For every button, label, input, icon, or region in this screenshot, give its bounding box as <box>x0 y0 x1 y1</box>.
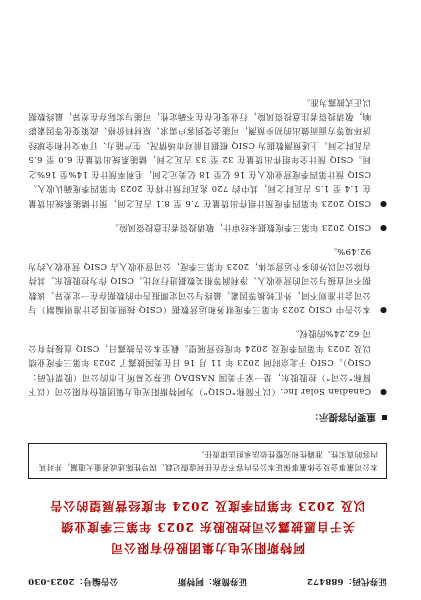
header-line <box>28 576 387 588</box>
announcement-number: 公告编号：2023-030 <box>28 576 119 586</box>
paragraph: CSIQ 2023 年第三季度数据未经审计，敬请投资者注意投资风险。 <box>109 222 371 233</box>
list-item <box>28 221 387 235</box>
section-heading-text: 重要内容提示： <box>309 411 376 422</box>
paragraph: 本公告中 CSIQ 2023 年第三季度财务和运营数据（CSIQ 按照美国会计准则编制）与公司会计准则不同，外汇转换等因素，最终与公司定期报告中的数据存在一定差异，该数据不可直接与公司的营业收入、净利润等相关数据进行对比。CSIQ 作为控股股东，其持有除公司以外的多个运营实体，2023 年第三季度，公司营业收入占 CSIQ 营业收入约为 92.49%。 <box>28 247 371 315</box>
stock-abbreviation: 证券简称：阿特斯 <box>177 576 248 586</box>
bullet-icon: ● <box>380 223 387 233</box>
announcement-title-line-1: 关于自愿披露公司控股股东 2023 年第三季度业绩 <box>60 520 355 534</box>
list-item <box>28 95 387 210</box>
bullet-icon: ● <box>380 388 387 397</box>
bullet-icon: ● <box>380 199 387 209</box>
paragraph: Canadian Solar Inc.（以下简称“CSIQ”）为阿特斯阳光电力集团股份有限公司（以下简称“公司”）控股股东，是一家于美国 NASDAQ 证券交易所上市的公司（股票代码：CSIQ）。CSIQ 于北京时间 2023 年 11 月 16 日在美国披露了 2023 年第三季度业绩以及 2023 年第四季度及 2024 年度经营展望。截至本公告披露日，CSIQ 直接持有公司 62.24%的股权。 <box>28 329 371 397</box>
section-heading <box>28 411 387 425</box>
board-notice-box: 本公司董事会及全体董事保证本公告内容不存在任何虚假记载、误导性陈述或者重大遗漏，并对其内容的真实性、准确性和完整性依法承担法律责任。 <box>28 443 387 479</box>
bullet-icon: ● <box>380 305 387 315</box>
announcement-title-line-2: 以及 2023 年第四季度及 2024 年度经营展望的公告 <box>49 499 366 513</box>
title-block <box>28 495 387 558</box>
paragraph: CSIQ 2023 年第四季度预计组件出货量在 7.6 至 8.1 吉瓦之间，预计储能系统出货量在 1.4 至 1.5 吉瓦时之间，其中约 720 兆瓦时预计将在 2023 年第四季度确认收入。CSIQ 预计第四季度营业收入在 16 亿至 18 亿美元之间，毛利率预计在 14%至 16%之间。CSIQ 预计全年组件出货量在 32 至 33 吉瓦之间，储能系统出货量在 6.0 至 6.5 吉瓦时之间。上述预测数据为 CSIQ 根据目前对市场情况、生产能力、订单交付和全球经济环境等方面而做出的初步预测，可能会受到客户需求、原材料价格、政策变化等因素影响，敬请投资者注意投资风险，行业变化存在不确定性，可能与实际存在差异，最终数据以正式披露为准。 <box>28 97 371 209</box>
list-item <box>28 327 387 399</box>
square-bullet-icon <box>382 416 387 421</box>
stock-code: 证券代码：688472 <box>306 576 387 586</box>
company-title: 阿特斯阳光电力集团股份有限公司 <box>110 541 306 555</box>
list-item <box>28 245 387 317</box>
